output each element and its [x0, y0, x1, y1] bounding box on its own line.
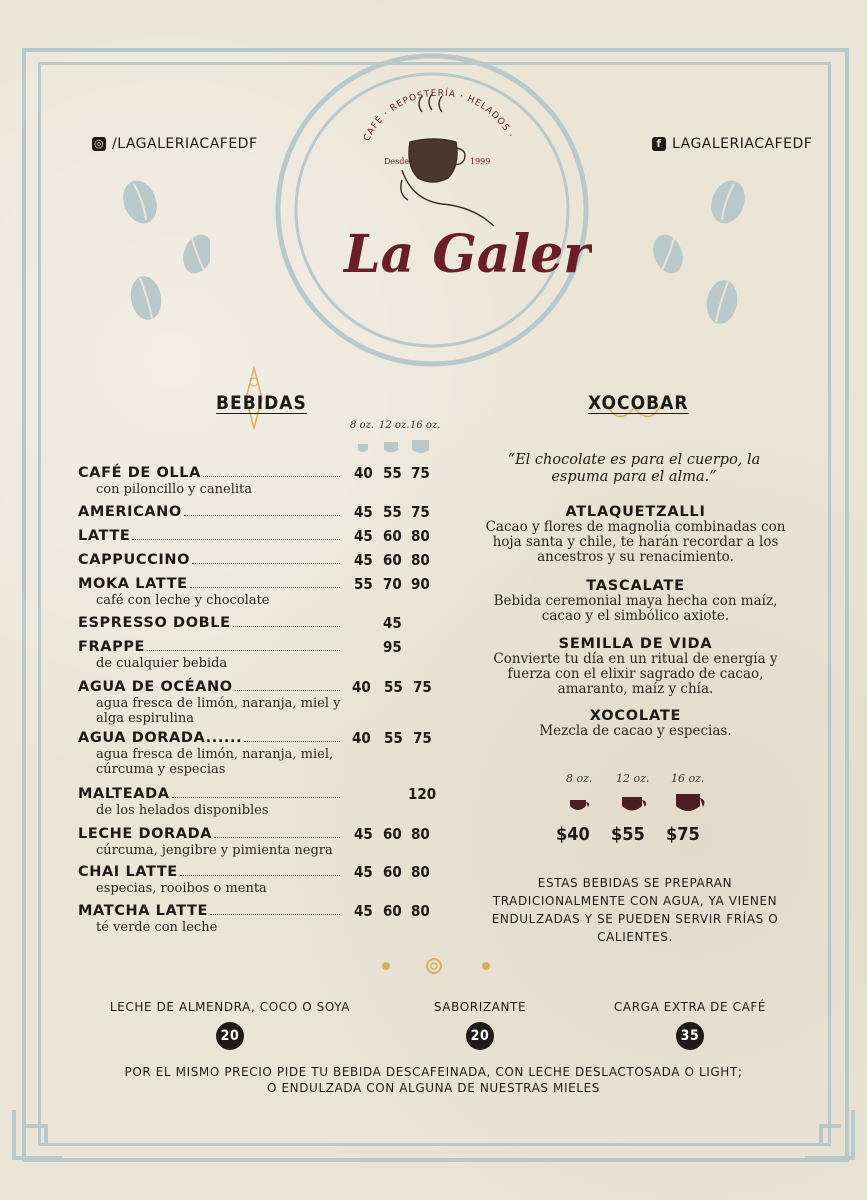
menu-item-price: 90 [411, 575, 430, 593]
xocobar-item [478, 708, 793, 739]
xocobar-item-name: ATLAQUETZALLI [565, 504, 706, 520]
menu-item-name: AMERICANO [78, 504, 182, 520]
menu-item-price: 80 [411, 551, 430, 569]
menu-item-price: 45 [383, 614, 402, 632]
instagram-icon: ◎ [93, 137, 105, 150]
menu-item-name: AGUA DORADA...... [78, 730, 243, 746]
menu-item-name: MALTEADA [78, 786, 170, 802]
menu-item-desc: café con leche y chocolate [96, 593, 270, 608]
menu-item-price: 70 [383, 575, 402, 593]
extra-saborizante [390, 1000, 570, 1050]
extra-saborizante-label: SABORIZANTE [433, 1000, 527, 1014]
xocobar-price-8oz: $40 [556, 824, 590, 845]
menu-item-desc: de cualquier bebida [96, 656, 228, 671]
menu-item-price: 55 [383, 464, 402, 482]
footer-note: POR EL MISMO PRECIO PIDE TU BEBIDA DESCAFEINADA, CON LECHE DESLACTOSADA O LIGHT; O ENDULZADA CON ALGUNA DE NUESTRAS MIELES [124, 1065, 743, 1095]
leader-dots [203, 475, 340, 477]
menu-item-price: 45 [354, 551, 373, 569]
menu-item-price: 60 [383, 902, 402, 920]
extra-leche-price: 20 [216, 1022, 244, 1050]
bebidas-heading: BEBIDAS [216, 392, 307, 414]
leader-dots [132, 538, 340, 540]
menu-item-name: FRAPPE [78, 639, 146, 655]
leader-dots [180, 874, 340, 876]
logo-since-label: Desde [384, 157, 410, 166]
logo [272, 50, 592, 370]
menu-item-desc: agua fresca de limón, naranja, miel, cúrcuma y especias [96, 747, 334, 777]
greek-key-corner-left [12, 1110, 62, 1160]
menu-item-desc: té verde con leche [96, 920, 218, 935]
xocobar-note: ESTAS BEBIDAS SE PREPARAN TRADICIONALMENTE CON AGUA, YA VIENEN ENDULZADAS Y SE PUEDEN SERVIR FRÍAS O CALIENTES. [491, 876, 779, 944]
leader-dots [233, 625, 340, 627]
xocobar-item-desc: Cacao y flores de magnolia combinadas con hoja santa y chile, te harán recordar a los ancestros y su renacimiento. [485, 519, 786, 565]
extra-saborizante-price: 20 [466, 1022, 494, 1050]
menu-item-name: LATTE [78, 528, 131, 544]
xocobar-item [478, 636, 793, 697]
extra-leche [90, 1000, 370, 1050]
menu-item-price: 95 [383, 638, 402, 656]
menu-item-price: 120 [408, 785, 437, 803]
leader-dots [192, 562, 340, 564]
xocobar-quote: “El chocolate es para el cuerpo, la espuma para el alma.” [507, 452, 761, 485]
leader-dots [147, 649, 340, 651]
size-cups-icon [352, 438, 432, 456]
logo-name: La Galer [344, 224, 591, 285]
extra-leche-label: LECHE DE ALMENDRA, COCO O SOYA [109, 1000, 351, 1014]
xocobar-item [478, 504, 793, 565]
menu-item-price: 40 [352, 678, 371, 696]
leader-dots [244, 740, 340, 742]
menu-item-price: 45 [354, 825, 373, 843]
menu-item-price: 80 [411, 863, 430, 881]
menu-item-name: ESPRESSO DOBLE [78, 615, 231, 631]
menu-item-price: 75 [413, 729, 432, 747]
menu-item-price: 80 [411, 902, 430, 920]
logo-since-year: 1999 [470, 157, 491, 166]
menu-item-desc: de los helados disponibles [96, 803, 269, 818]
menu-item-price: 45 [354, 503, 373, 521]
menu-item-price: 60 [383, 527, 402, 545]
xocobar-item-desc: Convierte tu día en un ritual de energía y fuerza con el elixir sagrado de cacao, amaranto, maíz y chía. [493, 651, 778, 697]
menu-item-name: LECHE DORADA [78, 826, 213, 842]
xocobar-size-8oz: 8 oz. [566, 772, 593, 785]
xocobar-item-desc: Bebida ceremonial maya hecha con maíz, cacao y el simbólico axiote. [493, 593, 778, 624]
coffee-beans-right-icon [648, 178, 758, 338]
facebook-icon: f [652, 137, 666, 151]
size-12oz: 12 oz. [379, 420, 410, 431]
menu-item-price: 80 [411, 527, 430, 545]
xocobar-item-name: TASCALATE [586, 578, 685, 594]
extra-cafe-price: 35 [676, 1022, 704, 1050]
xocobar-item-desc: Mezcla de cacao y especias. [539, 723, 732, 739]
xocobar-item-name: SEMILLA DE VIDA [558, 636, 713, 652]
size-16oz: 16 oz. [410, 420, 441, 431]
menu-item-price: 55 [384, 729, 403, 747]
menu-item-price: 40 [352, 729, 371, 747]
menu-item-price: 75 [411, 503, 430, 521]
facebook-handle [652, 136, 812, 152]
size-8oz: 8 oz. [350, 420, 375, 431]
menu-item-price: 75 [413, 678, 432, 696]
menu-item-price: 55 [384, 678, 403, 696]
menu-item [78, 786, 438, 818]
menu-item-name: AGUA DE OCÉANO [78, 679, 233, 695]
menu-item-price: 75 [411, 464, 430, 482]
menu-item-price: 60 [383, 825, 402, 843]
menu-item-desc: agua fresca de limón, naranja, miel y alga espirulina [96, 696, 341, 726]
xocobar-item-name: XOCOLATE [589, 708, 682, 724]
leader-dots [190, 586, 340, 588]
menu-item-desc: con piloncillo y canelita [96, 482, 253, 497]
xocobar-price-12oz: $55 [611, 824, 645, 845]
facebook-handle-text: LAGALERIACAFEDF [672, 136, 813, 152]
menu-item-name: CAFÉ DE OLLA [78, 465, 201, 481]
menu-item-price: 55 [354, 575, 373, 593]
extra-cafe [590, 1000, 790, 1050]
menu-item-price: 45 [354, 902, 373, 920]
leader-dots [184, 514, 340, 516]
dots-ornament-icon [376, 958, 496, 974]
clay-cups-icon [562, 792, 712, 820]
extra-cafe-label: CARGA EXTRA DE CAFÉ [613, 1000, 767, 1014]
logo-tagline: CAFÉ · REPOSTERÍA · HELADOS · [362, 88, 516, 143]
instagram-handle [92, 136, 258, 152]
menu-item-name: MATCHA LATTE [78, 903, 209, 919]
menu-item-price: 80 [411, 825, 430, 843]
menu-item-name: CHAI LATTE [78, 864, 178, 880]
menu-item-price: 40 [354, 464, 373, 482]
menu-item-price: 60 [383, 551, 402, 569]
menu-item-desc: cúrcuma, jengibre y pimienta negra [96, 843, 333, 858]
menu-item-price: 55 [383, 503, 402, 521]
greek-key-corner-right [805, 1110, 855, 1160]
menu-item-name: MOKA LATTE [78, 576, 188, 592]
menu-item-price: 60 [383, 863, 402, 881]
leader-dots [235, 689, 340, 691]
instagram-handle-text: /LAGALERIACAFEDF [112, 136, 258, 152]
leader-dots [210, 913, 340, 915]
xocobar-heading: XOCOBAR [588, 392, 689, 414]
leader-dots [172, 796, 340, 798]
leader-dots [214, 836, 340, 838]
xocobar-size-12oz: 12 oz. [616, 772, 650, 785]
menu-item-price: 45 [354, 527, 373, 545]
menu-item-desc: especias, rooibos o menta [96, 881, 267, 896]
coffee-beans-left-icon [110, 178, 210, 338]
xocobar-item [478, 578, 793, 624]
menu-item-price: 45 [354, 863, 373, 881]
xocobar-price-16oz: $75 [666, 824, 700, 845]
xocobar-size-16oz: 16 oz. [671, 772, 705, 785]
menu-item-name: CAPPUCCINO [78, 552, 191, 568]
